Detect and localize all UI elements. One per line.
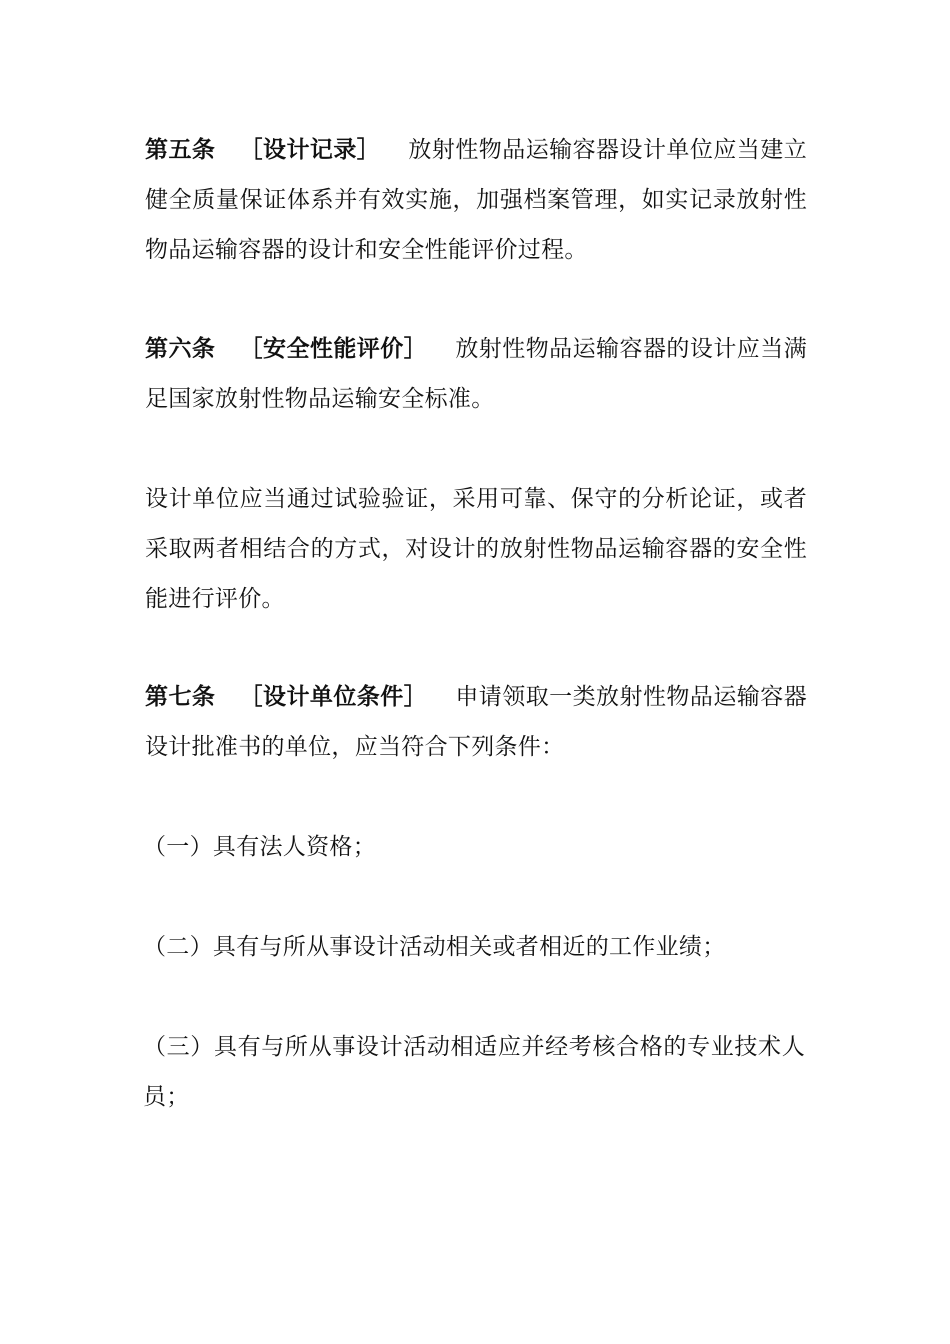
article-6-title: ［安全性能评价］ [239,336,428,362]
article-5-body: 放射性物品运输容器设计单位应当建立健全质量保证体系并有效实施，加强档案管理，如实记录放射性物品运输容器的设计和安全性能评价过程。 [145,137,807,263]
article-6 [145,324,807,424]
article-6-number: 第六条 [145,336,216,362]
article-5-number: 第五条 [145,137,216,163]
article-5-title: ［设计记录］ [239,137,381,163]
article-7-item-1: （一）具有法人资格； [143,834,376,860]
article-5 [145,125,807,275]
article-7-item-2: （二）具有与所从事设计活动相关或者相近的工作业绩； [143,934,726,960]
article-7-number: 第七条 [145,684,216,710]
article-7-title: ［设计单位条件］ [239,684,428,710]
article-7 [145,672,807,772]
article-6-body: 放射性物品运输容器的设计应当满足国家放射性物品运输安全标准。 [145,336,807,412]
article-7-item-3: （三）具有与所从事设计活动相适应并经考核合格的专业技术人员； [143,1034,805,1110]
article-7-body: 申请领取一类放射性物品运输容器设计批准书的单位，应当符合下列条件： [145,684,807,760]
article-6-paragraph-2: 设计单位应当通过试验验证，采用可靠、保守的分析论证，或者采取两者相结合的方式，对设计的放射性物品运输容器的安全性能进行评价。 [145,486,807,612]
